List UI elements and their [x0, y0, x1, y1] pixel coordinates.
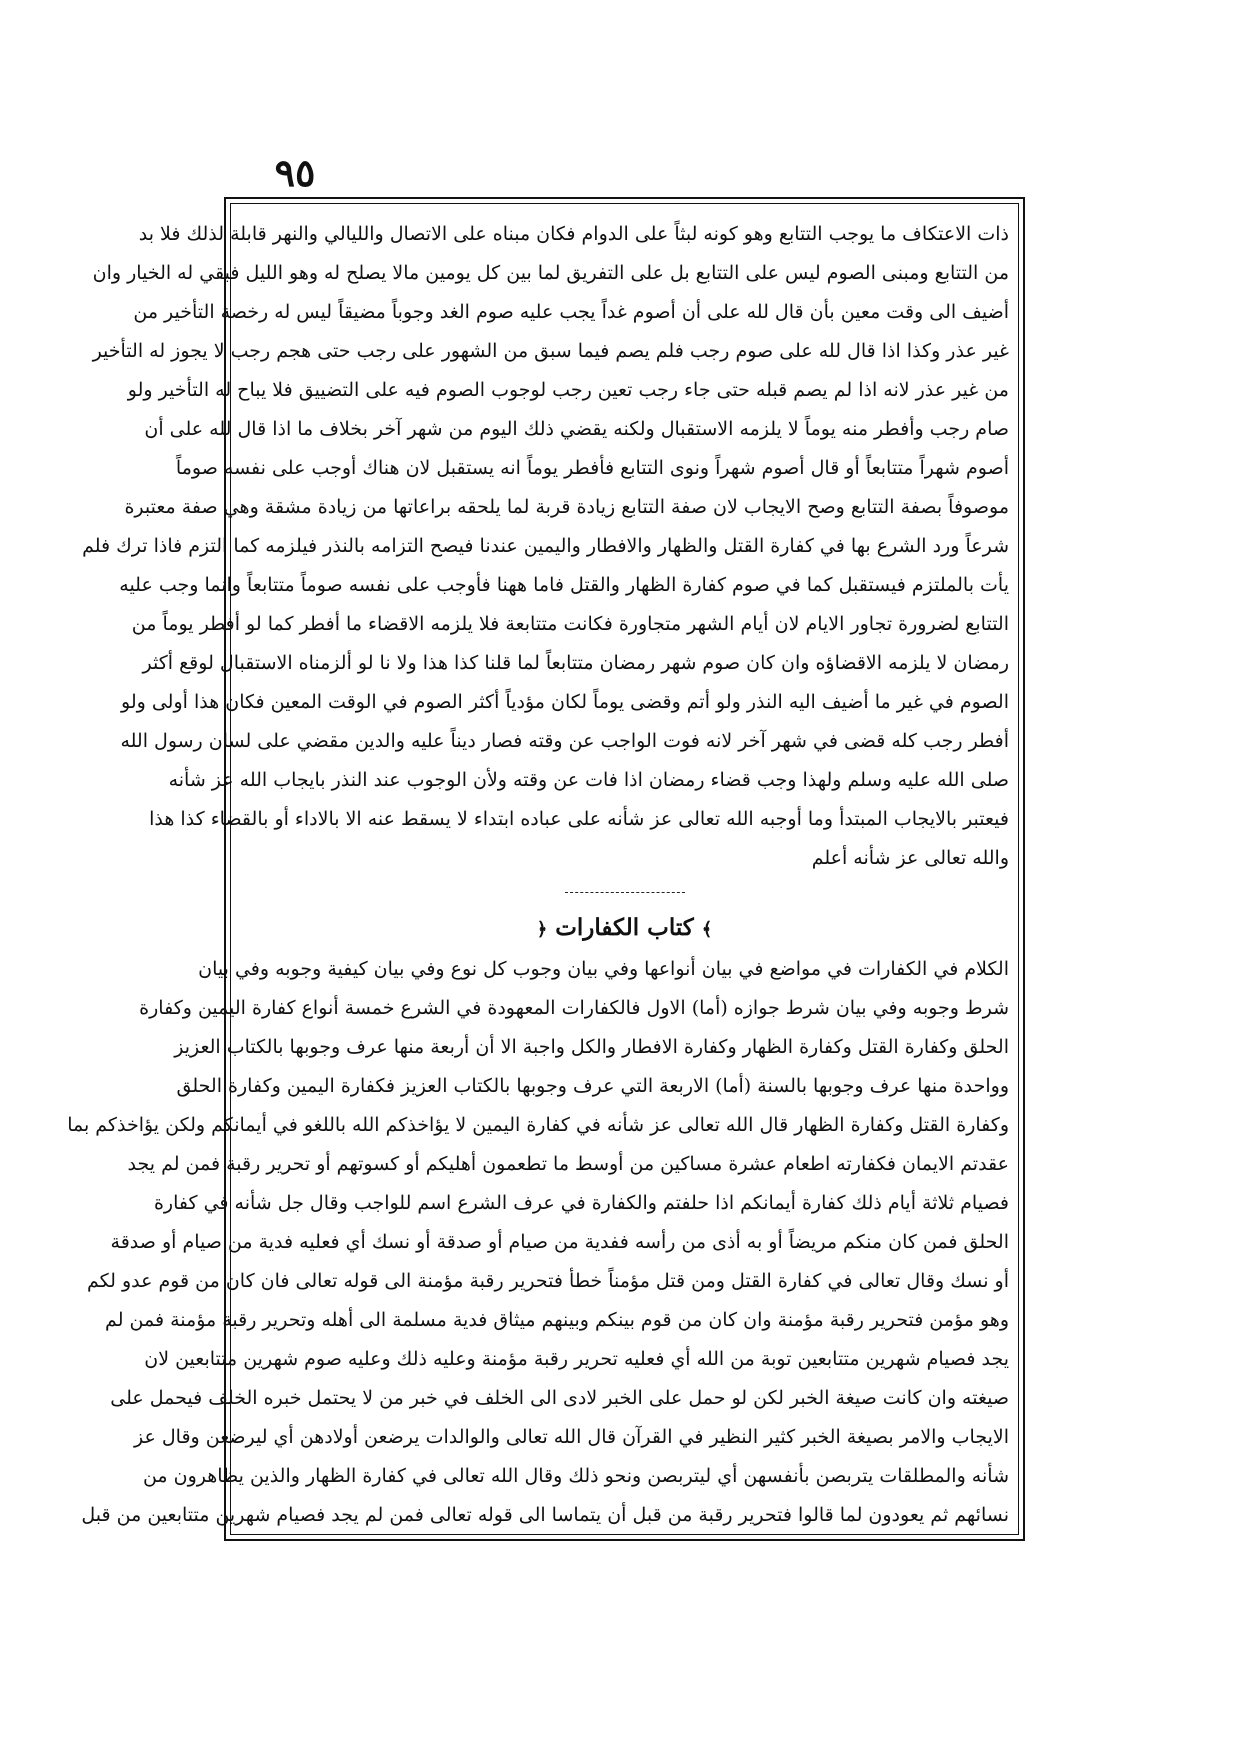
text-line: شأنه والمطلقات يتربصن بأنفسهن أي ليتربصن ونحو ذلك وقال الله تعالى في كفارة الظهار والذين يظاهرون من — [142, 1465, 1009, 1487]
text-line: الحلق وكفارة القتل وكفارة الظهار وكفارة الافطار والكل واجبة الا أن أربعة منها عرف وجوبها بالكتاب العزيز — [174, 1036, 1009, 1058]
text-line: نسائهم ثم يعودون لما قالوا فتحرير رقبة من قبل أن يتماسا الى قوله تعالى فمن لم يجد فصيام شهرين متتابعين من قبل — [81, 1504, 1009, 1526]
text-line: عقدتم الايمان فكفارته اطعام عشرة مساكين من أوسط ما تطعمون أهليكم أو كسوتهم أو تحرير رقبة فمن لم يجد — [127, 1153, 1009, 1175]
text-line: شرعاً ورد الشرع بها في كفارة القتل والظهار والافطار واليمين عندنا فيصح التزامه بالنذر فيلزمه كما التزم فاذا ترك فلم — [82, 535, 1009, 557]
text-line: أو نسك وقال تعالى في كفارة القتل ومن قتل مؤمناً خطأ فتحرير رقبة مؤمنة الى قوله تعالى فان كان من قوم عدو لكم — [86, 1270, 1009, 1292]
text-line: فصيام ثلاثة أيام ذلك كفارة أيمانكم اذا حلفتم والكفارة في عرف الشرع اسم للواجب وقال جل شأنه في كفارة — [153, 1192, 1009, 1214]
text-line: شرط وجوبه وفي بيان شرط جوازه (أما) الاول فالكفارات المعهودة في الشرع خمسة أنواع كفارة اليمين وكفارة — [139, 997, 1009, 1019]
page-frame — [67, 197, 1025, 1541]
chapter-title-text: كتاب الكفارات — [555, 914, 694, 941]
text-line: من غير عذر لانه اذا لم يصم قبله حتى جاء رجب تعين رجب لوجوب الصوم فيه على التضييق فلا يباح له التأخير ولو — [127, 379, 1009, 401]
text-line: وواحدة منها عرف وجوبها بالسنة (أما) الاربعة التي عرف وجوبها بالكتاب العزيز فكفارة اليمين وكفارة الحلق — [176, 1075, 1009, 1097]
text-line: التتابع لضرورة تجاور الايام لان أيام الشهر متجاورة فكانت متتابعة فلا يلزمه الاقضاء ما أفطر كما لو أفطر يوماً من — [131, 613, 1009, 635]
text-line: صام رجب وأفطر منه يوماً لا يلزمه الاستقبال ولكنه يقضي ذلك اليوم من شهر آخر بخلاف ما اذا قال لله على أن — [144, 418, 1009, 440]
section-text-2 — [67, 950, 1009, 1535]
ornament-bracket: ﴿ — [536, 919, 548, 940]
text-line: صيغته وان كانت صيغة الخبر لكن لو حمل على الخبر لادى الى الخلف في خبر من لا يحتمل خبره الخلف فيحمل على — [110, 1387, 1009, 1409]
page-content — [67, 215, 1009, 1529]
text-line: موصوفاً بصفة التتابع وصح الايجاب لان صفة التتابع زيادة قربة لما يلحقه براعاتها من زيادة مشقة وهي صفة معتبرة — [124, 496, 1009, 518]
text-line: أصوم شهراً متتابعاً أو قال أصوم شهراً ونوى التتابع فأفطر يوماً انه يستقبل لان هناك أوجب على نفسه صوماً — [175, 457, 1009, 479]
text-line: الايجاب والامر بصيغة الخبر كثير النظير في القرآن قال الله تعالى والوالدات يرضعن أولادهن أي ليرضعن وقال عز — [134, 1426, 1009, 1448]
text-line: الحلق فمن كان منكم مريضاً أو به أذى من رأسه ففدية من صيام أو صدقة أو نسك أي فعليه فدية من صيام أو صدقة — [110, 1231, 1009, 1253]
text-line: الصوم في غير ما أضيف اليه النذر ولو أتم وقضى يوماً لكان مؤدياً أكثر الصوم في الوقت المعين فكان هذا أولى ولو — [121, 691, 1009, 713]
text-line: أضيف الى وقت معين بأن قال لله على أن أصوم غداً يجب عليه صوم الغد وجوباً مضيقاً ليس له رخصة التأخير من — [133, 301, 1009, 323]
text-line: رمضان لا يلزمه الاقضاؤه وان كان صوم شهر رمضان متتابعاً لما قلنا كذا هذا ولا نا لو ألزمناه الاستقبال لوقع أكثر — [142, 652, 1009, 674]
text-line: الكلام في الكفارات في مواضع في بيان أنواعها وفي بيان وجوب كل نوع وفي بيان كيفية وجوبه وفي بيان — [198, 958, 1009, 980]
text-line: يجد فصيام شهرين متتابعين توبة من الله أي فعليه تحرير رقبة مؤمنة وعليه ذلك وعليه صوم شهرين متتابعين لان — [144, 1348, 1009, 1370]
page-number: ٩٥ — [274, 150, 316, 195]
text-line: وهو مؤمن فتحرير رقبة مؤمنة وان كان من قوم بينكم وبينهم ميثاق فدية مسلمة الى أهله وتحرير رقبة مؤمنة فمن لم — [105, 1309, 1009, 1331]
text-line: غير عذر وكذا اذا قال لله على صوم رجب فلم يصم فيما سبق من الشهور على رجب حتى هجم رجب لا يجوز له التأخير — [92, 340, 1009, 362]
text-line: صلى الله عليه وسلم ولهذا وجب قضاء رمضان اذا فات عن وقته ولأن الوجوب عند النذر بايجاب الله عز شأنه — [168, 769, 1009, 791]
text-line: وكفارة القتل وكفارة الظهار قال الله تعالى عز شأنه في كفارة اليمين لا يؤاخذكم الله باللغو في أيمانكم ولكن يؤاخذكم بما — [67, 1114, 1009, 1136]
text-line: ذات الاعتكاف ما يوجب التتابع وهو كونه لبثاً على الدوام فكان مبناه على الاتصال والليالي والنهر قابلة لذلك فلا بد — [138, 223, 1009, 245]
ornament-bracket: ﴾ — [701, 919, 713, 940]
text-line: فيعتبر بالايجاب المبتدأ وما أوجبه الله تعالى عز شأنه على عباده ابتداء لا يسقط عنه الا بالاداء أو بالقضاء كذا هذا — [149, 808, 1009, 830]
text-line: والله تعالى عز شأنه أعلم — [811, 847, 1009, 869]
section-divider — [240, 878, 1009, 906]
section-text-1 — [82, 215, 1009, 878]
chapter-title — [240, 906, 1009, 950]
text-line: أفطر رجب كله قضى في شهر آخر لانه فوت الواجب عن وقته فصار ديناً عليه والدين مقضي على لسان رسول الله — [120, 730, 1009, 752]
text-line: يأت بالملتزم فيستقبل كما في صوم كفارة الظهار والقتل فاما ههنا فأوجب على نفسه صوماً متتابعاً وانما وجب عليه — [119, 574, 1009, 596]
text-line: من التتابع ومبنى الصوم ليس على التتابع بل على التفريق لما بين كل يومين مالا يصلح له وهو الليل فبقي له الخيار وان — [92, 262, 1009, 284]
